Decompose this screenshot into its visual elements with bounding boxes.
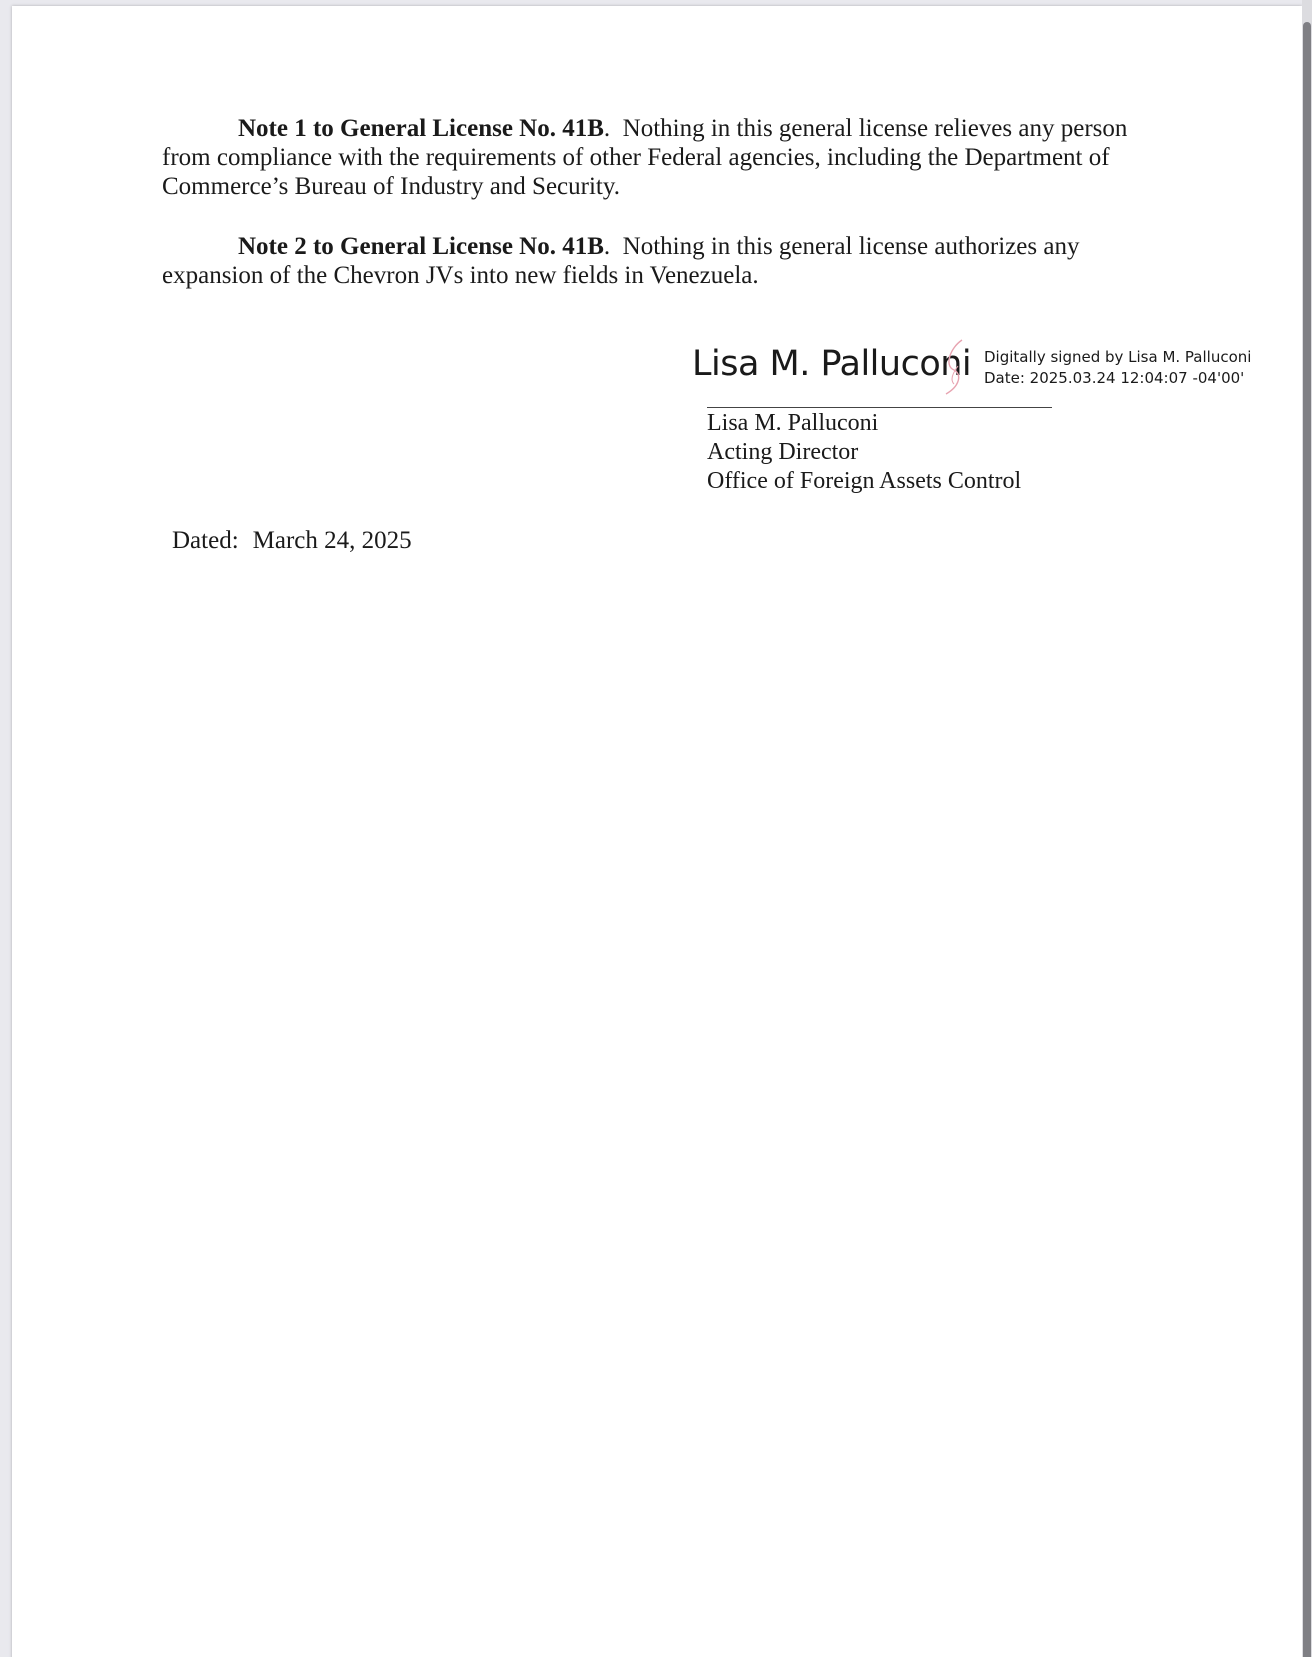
- signature-line: [707, 407, 1052, 408]
- note-2-paragraph: Note 2 to General License No. 41B. Nothing in this general license authorizes any expansion of the Chevron JVs into new fields in Venezuela.: [162, 233, 1080, 289]
- dated-line: [172, 527, 412, 555]
- note-1-body: Nothing in this general license relieves any person from compliance with the requirements of other Federal agencies, including the Department of Commerce’s Bureau of Industry and Security.: [162, 115, 1128, 200]
- document-page: [12, 6, 1302, 1657]
- note-2-heading: Note 2 to General License No. 41B: [238, 233, 604, 260]
- signer-block: [707, 409, 1021, 496]
- signer-name: Lisa M. Palluconi: [707, 410, 879, 436]
- vertical-scrollbar[interactable]: [1302, 0, 1312, 1657]
- digital-signature-details: [984, 347, 1251, 389]
- note-1-heading: Note 1 to General License No. 41B: [238, 115, 604, 142]
- dated-label: Dated:: [172, 527, 239, 554]
- digital-signature-signed-by: Digitally signed by Lisa M. Palluconi: [984, 348, 1252, 366]
- dated-value: March 24, 2025: [252, 527, 412, 554]
- digital-signature-name: Lisa M. Palluconi: [692, 344, 972, 384]
- scrollbar-thumb[interactable]: [1303, 22, 1311, 1657]
- signer-title: Acting Director: [707, 439, 859, 465]
- note-2-body: Nothing in this general license authorizes any expansion of the Chevron JVs into new fields in Venezuela.: [162, 233, 1080, 289]
- note-1-paragraph: Note 1 to General License No. 41B. Nothing in this general license relieves any person from compliance with the requirements of other Federal agencies, including the Department of Commerce’s Bureau of Industry and Security.: [162, 115, 1128, 200]
- digital-signature-date: Date: 2025.03.24 12:04:07 -04'00': [984, 369, 1245, 387]
- signature-mark-icon: [940, 336, 968, 396]
- signer-office: Office of Foreign Assets Control: [707, 468, 1022, 494]
